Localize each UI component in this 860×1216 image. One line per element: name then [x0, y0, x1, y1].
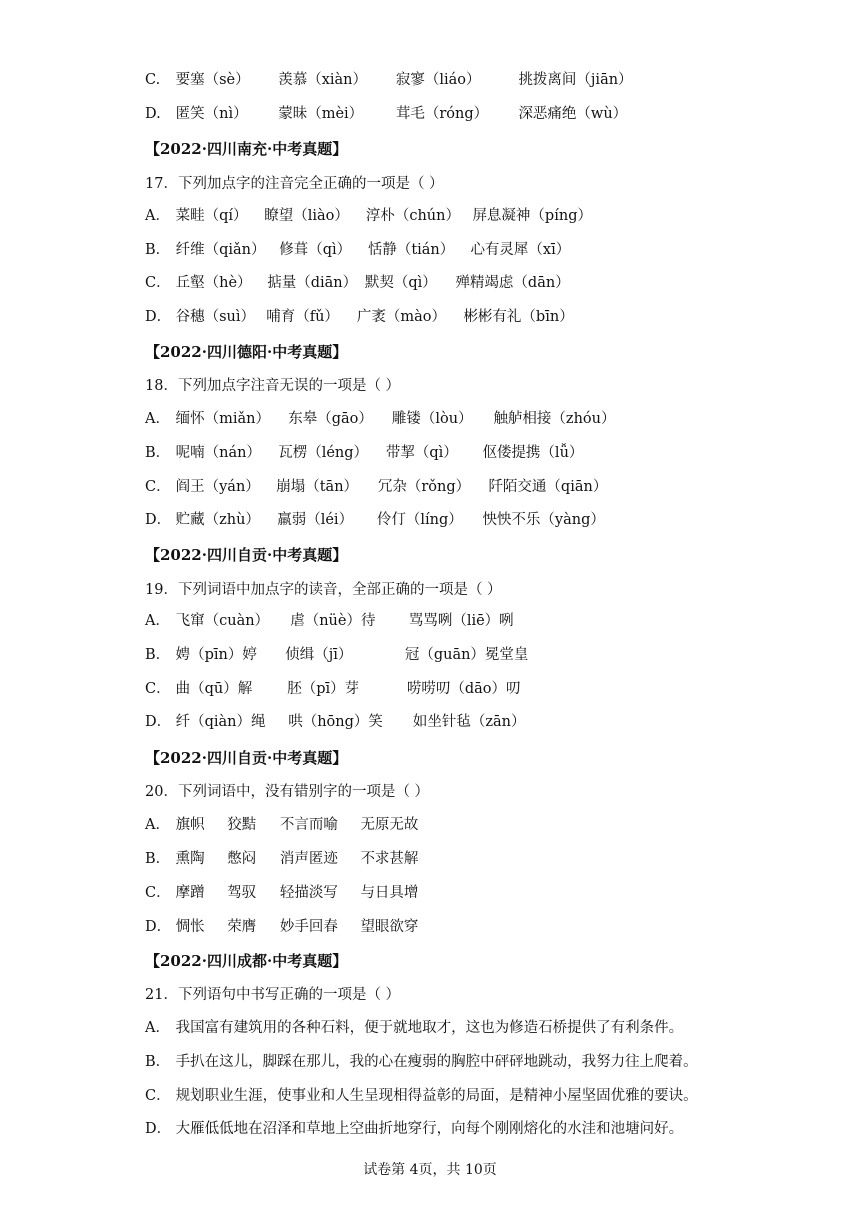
option-text: 大雁低低地在沼泽和草地上空曲折地穿行，向每个刚刚熔化的水洼和池塘问好。	[175, 1121, 684, 1137]
option-item: 狡黠	[227, 817, 257, 833]
option-item: 缅怀（miǎn）	[175, 411, 270, 427]
question-stem: 20．下列词语中，没有错别字的一项是（ ）	[145, 784, 430, 800]
option-item: 冠（guān）冕堂皇	[404, 647, 529, 663]
option-item: 荣膺	[227, 919, 257, 935]
option-label: D．	[145, 919, 172, 935]
option-item: 菜畦（qí）	[175, 208, 248, 224]
q20-option-c	[145, 883, 418, 903]
question-stem: 18．下列加点字注音无误的一项是（ ）	[145, 378, 401, 394]
q17-option-a	[145, 206, 592, 226]
q19-option-a	[145, 611, 514, 631]
option-item: 曲（qū）解	[175, 681, 253, 697]
option-item: 掂量（diān）	[267, 275, 358, 291]
option-item: 触舻相接（zhóu）	[493, 411, 616, 427]
option-item: 驾驭	[227, 885, 257, 901]
q16-option-d	[145, 104, 627, 124]
option-label: B．	[145, 647, 171, 663]
option-item: 瞭望（liào）	[264, 208, 349, 224]
option-item: 惆怅	[175, 919, 205, 935]
option-label: C.	[145, 72, 161, 88]
q17-option-d	[145, 307, 574, 327]
option-label: B．	[145, 851, 171, 867]
option-label: B．	[145, 445, 171, 461]
option-item: 匿笑（nì）	[175, 106, 248, 122]
option-item: 谷穗（suì）	[175, 309, 256, 325]
question-source-heading: 【2022·四川自贡·中考真题】	[145, 546, 348, 564]
question-source-heading: 【2022·四川成都·中考真题】	[145, 952, 348, 970]
option-item: 娉（pīn）婷	[175, 647, 257, 663]
option-item: 如坐针毡（zān）	[412, 714, 526, 730]
option-item: 熏陶	[175, 851, 205, 867]
option-label: A．	[145, 1020, 170, 1036]
option-label: A．	[145, 208, 170, 224]
option-item: 纤维（qiǎn）	[175, 242, 266, 258]
option-label: C．	[145, 681, 171, 697]
q18-option-d	[145, 510, 605, 530]
option-label: A．	[145, 613, 170, 629]
q20-option-d	[145, 917, 418, 937]
option-item: 崩塌（tān）	[276, 479, 359, 495]
q18-option-a	[145, 409, 615, 429]
option-item: 伛偻提携（lǚ）	[482, 445, 584, 461]
option-item: 骂骂咧（liē）咧	[408, 613, 514, 629]
option-item: 望眼欲穿	[360, 919, 419, 935]
option-item: 旗帜	[175, 817, 205, 833]
question-source-heading: 【2022·四川自贡·中考真题】	[145, 749, 348, 767]
question-source-heading: 【2022·四川德阳·中考真题】	[145, 343, 348, 361]
option-item: 羸弱（léi）	[277, 512, 354, 528]
option-item: 摩蹭	[175, 885, 205, 901]
q19-option-c	[145, 679, 520, 699]
option-label: B．	[145, 1054, 171, 1070]
option-item: 妙手回春	[279, 919, 338, 935]
option-label: A．	[145, 817, 170, 833]
option-item: 纤（qiàn）绳	[175, 714, 266, 730]
option-label: B．	[145, 242, 171, 258]
option-item: 寂寥（liáo）	[395, 72, 481, 88]
option-label: C．	[145, 1088, 171, 1104]
option-item: 贮藏（zhù）	[175, 512, 260, 528]
option-text: 我国富有建筑用的各种石料，便于就地取才，这也为修造石桥提供了有利条件。	[175, 1020, 684, 1036]
option-item: 广袤（mào）	[356, 309, 446, 325]
option-label: C．	[145, 885, 171, 901]
option-item: 茸毛（róng）	[395, 106, 489, 122]
q17-option-b	[145, 240, 570, 260]
q20-option-b	[145, 849, 418, 869]
option-item: 彬彬有礼（bīn）	[463, 309, 574, 325]
option-label: C．	[145, 275, 171, 291]
option-item: 无原无故	[360, 817, 419, 833]
option-item: 带挈（qì）	[385, 445, 458, 461]
option-item: 淳朴（chún）	[365, 208, 460, 224]
option-item: 雕镂（lòu）	[391, 411, 473, 427]
option-item: 怏怏不乐（yàng）	[482, 512, 605, 528]
option-label: D．	[145, 309, 172, 325]
option-item: 飞窜（cuàn）	[175, 613, 270, 629]
q17-option-c	[145, 273, 570, 293]
question-source-heading: 【2022·四川南充·中考真题】	[145, 140, 348, 158]
q18-option-c	[145, 477, 607, 497]
option-item: 挑拨离间（jiān）	[518, 72, 633, 88]
option-item: 冗杂（rǒng）	[377, 479, 471, 495]
option-item: 憋闷	[227, 851, 257, 867]
option-item: 消声匿迹	[279, 851, 338, 867]
option-label: D．	[145, 1121, 172, 1137]
option-label: C．	[145, 479, 171, 495]
option-item: 轻描淡写	[279, 885, 338, 901]
question-stem: 17．下列加点字的注音完全正确的一项是（ ）	[145, 176, 444, 192]
option-item: 瓦楞（léng）	[278, 445, 369, 461]
page-footer: 试卷第 4页，共 10页	[363, 1162, 497, 1178]
option-item: 虐（nüè）待	[290, 613, 376, 629]
option-item: 东皋（gāo）	[288, 411, 373, 427]
option-item: 丘壑（hè）	[175, 275, 252, 291]
option-item: 屏息凝神（píng）	[472, 208, 592, 224]
option-item: 侦缉（jī）	[285, 647, 353, 663]
option-label: A．	[145, 411, 170, 427]
option-item: 哄（hōng）笑	[288, 714, 383, 730]
option-item: 伶仃（líng）	[376, 512, 463, 528]
option-item: 蒙昧（mèi）	[278, 106, 364, 122]
option-label: D.	[145, 106, 161, 122]
option-item: 唠唠叨（dāo）叨	[406, 681, 521, 697]
option-item: 殚精竭虑（dān）	[455, 275, 570, 291]
q18-option-b	[145, 443, 583, 463]
option-text: 手扒在这儿，脚踩在那儿，我的心在瘦弱的胸腔中砰砰地跳动，我努力往上爬着。	[175, 1054, 698, 1070]
q21-option-d	[145, 1119, 683, 1139]
option-label: D．	[145, 714, 172, 730]
q20-option-a	[145, 815, 418, 835]
option-item: 恬静（tián）	[367, 242, 455, 258]
option-item: 与日具增	[360, 885, 419, 901]
q21-option-b	[145, 1052, 698, 1072]
option-item: 胚（pī）芽	[287, 681, 360, 697]
option-item: 羡慕（xiàn）	[278, 72, 368, 88]
option-item: 修葺（qì）	[279, 242, 352, 258]
option-item: 心有灵犀（xī）	[470, 242, 571, 258]
option-item: 呢喃（nán）	[175, 445, 261, 461]
question-stem: 19．下列词语中加点字的读音，全部正确的一项是（ ）	[145, 582, 502, 598]
q21-option-c	[145, 1086, 698, 1106]
option-item: 阡陌交通（qiān）	[488, 479, 608, 495]
option-item: 阎王（yán）	[175, 479, 260, 495]
option-label: D．	[145, 512, 172, 528]
option-text: 规划职业生涯，使事业和人生呈现相得益彰的局面，是精神小屋坚固优雅的要诀。	[175, 1088, 698, 1104]
q16-option-c	[145, 70, 633, 90]
option-item: 要塞（sè）	[175, 72, 250, 88]
q19-option-b	[145, 645, 528, 665]
question-stem: 21．下列语句中书写正确的一项是（ ）	[145, 987, 401, 1003]
option-item: 不求甚解	[360, 851, 419, 867]
option-item: 深恶痛绝（wù）	[518, 106, 628, 122]
option-item: 哺育（fǔ）	[266, 309, 339, 325]
q19-option-d	[145, 712, 525, 732]
q21-option-a	[145, 1018, 683, 1038]
option-item: 不言而喻	[279, 817, 338, 833]
option-item: 默契（qì）	[364, 275, 437, 291]
